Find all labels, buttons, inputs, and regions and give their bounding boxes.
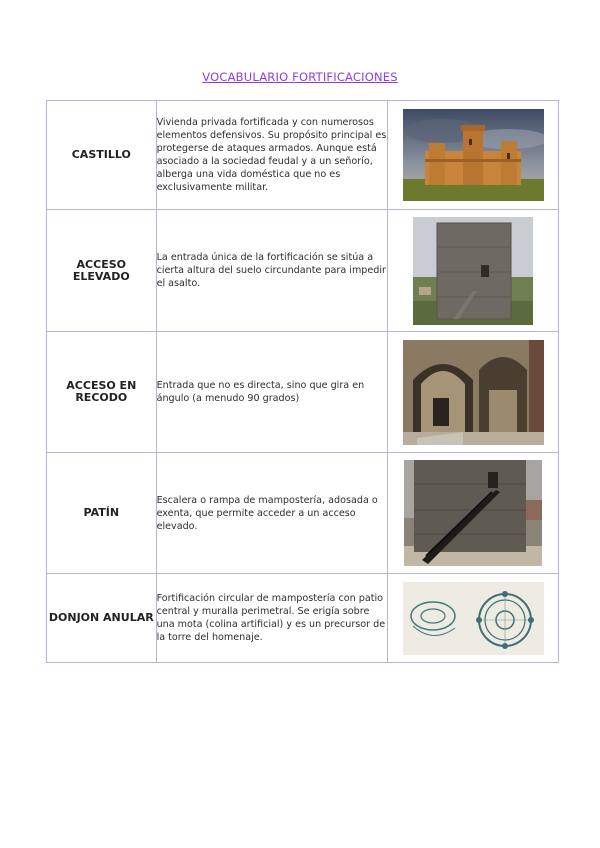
tower-stair-photo xyxy=(404,460,542,566)
definition-cell: Fortificación circular de mampostería con patio central y muralla perimetral. Se erigía sobre una mota (colina artificial) y es un precursor de la torre del homenaje. xyxy=(156,574,388,663)
term-cell: PATÍN xyxy=(47,453,157,574)
table-row xyxy=(47,332,559,453)
term-cell: DONJON ANULAR xyxy=(47,574,157,663)
image-cell xyxy=(388,332,559,453)
vocabulary-table xyxy=(46,100,559,663)
table-row xyxy=(47,574,559,663)
tower-photo xyxy=(413,217,533,325)
page-title: VOCABULARIO FORTIFICACIONES xyxy=(202,70,398,84)
image-cell xyxy=(388,453,559,574)
ring-fort-plan-drawing xyxy=(403,582,544,655)
table-row xyxy=(47,453,559,574)
image-cell xyxy=(388,101,559,210)
definition-cell: Vivienda privada fortificada y con numerosos elementos defensivos. Su propósito principal es protegerse de ataques armados. Aunque está asociado a la sociedad feudal y a un señorío, alberga una vida doméstica que no es exclusivamente militar. xyxy=(156,101,388,210)
arch-gate-photo xyxy=(403,340,544,445)
definition-cell: Escalera o rampa de mampostería, adosada o exenta, que permite acceder a un acceso elevado. xyxy=(156,453,388,574)
image-cell xyxy=(388,210,559,332)
image-cell xyxy=(388,574,559,663)
term-cell: CASTILLO xyxy=(47,101,157,210)
table-row xyxy=(47,101,559,210)
table-row xyxy=(47,210,559,332)
castle-photo xyxy=(403,109,544,201)
definition-cell: La entrada única de la fortificación se sitúa a cierta altura del suelo circundante para impedir el asalto. xyxy=(156,210,388,332)
definition-cell: Entrada que no es directa, sino que gira en ángulo (a menudo 90 grados) xyxy=(156,332,388,453)
term-cell: ACCESO ELEVADO xyxy=(47,210,157,332)
term-cell: ACCESO EN RECODO xyxy=(47,332,157,453)
